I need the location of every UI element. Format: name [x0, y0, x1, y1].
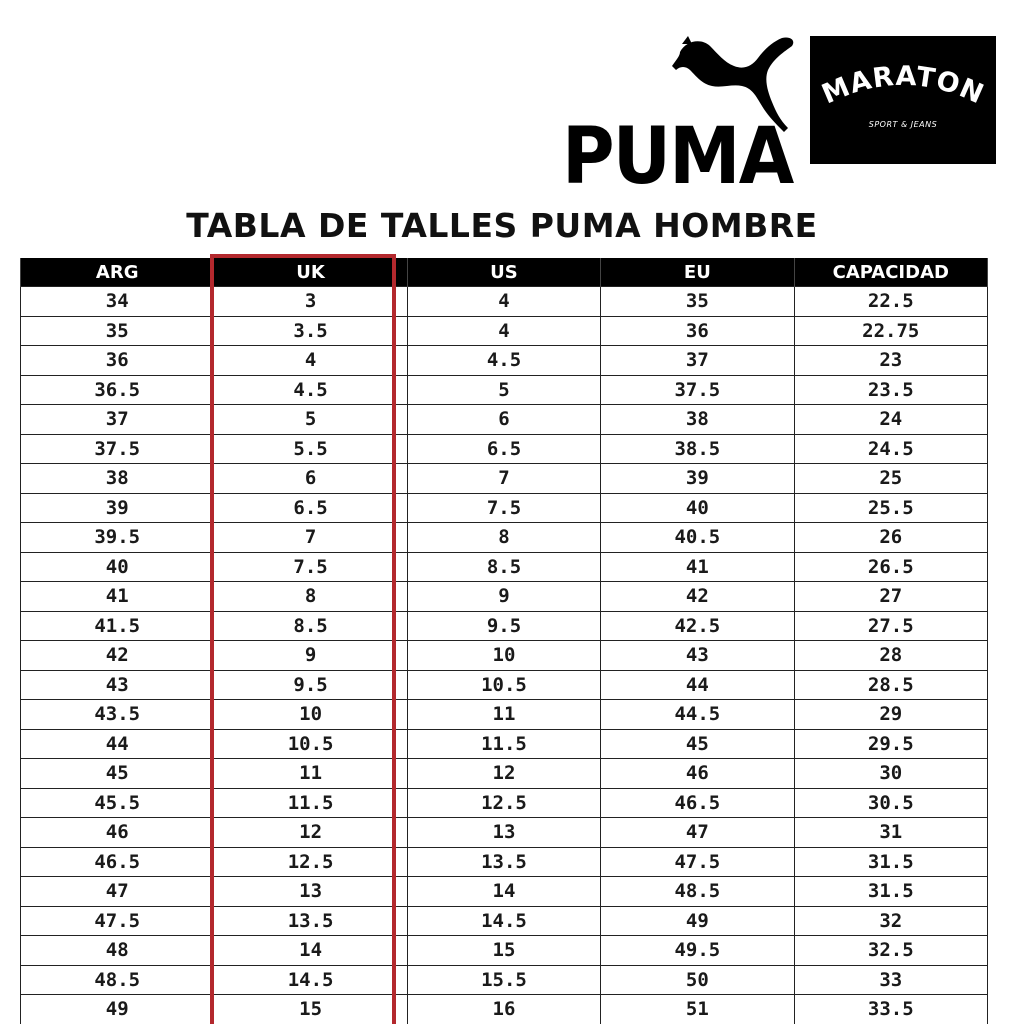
cell-us: 6 [407, 405, 600, 435]
maraton-name: MARATON [817, 60, 989, 111]
puma-logo [560, 36, 800, 202]
table-row [21, 700, 988, 730]
column-header-uk: UK [214, 258, 407, 287]
cell-uk: 11 [214, 759, 407, 789]
cell-uk: 13.5 [214, 906, 407, 936]
puma-wordmark: PUMA [562, 112, 793, 202]
cell-us: 16 [407, 995, 600, 1024]
cell-capacidad: 27 [794, 582, 987, 612]
cell-uk: 12.5 [214, 847, 407, 877]
cell-capacidad: 26.5 [794, 552, 987, 582]
cell-uk: 7 [214, 523, 407, 553]
cell-arg: 41 [21, 582, 214, 612]
table-row [21, 611, 988, 641]
cell-arg: 46 [21, 818, 214, 848]
cell-arg: 37 [21, 405, 214, 435]
cell-capacidad: 31 [794, 818, 987, 848]
table-row [21, 995, 988, 1024]
cell-arg: 43 [21, 670, 214, 700]
cell-capacidad: 28 [794, 641, 987, 671]
cell-capacidad: 33.5 [794, 995, 987, 1024]
cell-uk: 14.5 [214, 965, 407, 995]
cell-us: 7.5 [407, 493, 600, 523]
cell-uk: 9.5 [214, 670, 407, 700]
cell-capacidad: 31.5 [794, 847, 987, 877]
cell-uk: 3.5 [214, 316, 407, 346]
cell-uk: 4 [214, 346, 407, 376]
cell-uk: 15 [214, 995, 407, 1024]
column-header-arg: ARG [21, 258, 214, 287]
cell-eu: 48.5 [601, 877, 794, 907]
cell-capacidad: 33 [794, 965, 987, 995]
cell-us: 15.5 [407, 965, 600, 995]
cell-capacidad: 29 [794, 700, 987, 730]
cell-us: 6.5 [407, 434, 600, 464]
cell-arg: 35 [21, 316, 214, 346]
cell-us: 9.5 [407, 611, 600, 641]
cell-capacidad: 29.5 [794, 729, 987, 759]
table-row [21, 936, 988, 966]
cell-arg: 38 [21, 464, 214, 494]
table-row [21, 877, 988, 907]
table-row [21, 582, 988, 612]
cell-us: 11.5 [407, 729, 600, 759]
cell-capacidad: 31.5 [794, 877, 987, 907]
cell-uk: 8.5 [214, 611, 407, 641]
cell-eu: 35 [601, 287, 794, 317]
cell-arg: 42 [21, 641, 214, 671]
table-row [21, 552, 988, 582]
cell-arg: 39.5 [21, 523, 214, 553]
cell-us: 13.5 [407, 847, 600, 877]
table-row [21, 405, 988, 435]
cell-eu: 47.5 [601, 847, 794, 877]
cell-eu: 43 [601, 641, 794, 671]
cell-us: 13 [407, 818, 600, 848]
cell-us: 12.5 [407, 788, 600, 818]
cell-arg: 36.5 [21, 375, 214, 405]
cell-arg: 34 [21, 287, 214, 317]
cell-uk: 3 [214, 287, 407, 317]
cell-arg: 47 [21, 877, 214, 907]
table-row [21, 818, 988, 848]
table-row [21, 641, 988, 671]
maraton-logo [810, 36, 996, 164]
cell-uk: 8 [214, 582, 407, 612]
table-row [21, 729, 988, 759]
cell-eu: 51 [601, 995, 794, 1024]
cell-capacidad: 25.5 [794, 493, 987, 523]
page-title: TABLA DE TALLES PUMA HOMBRE [186, 206, 818, 245]
cell-eu: 40 [601, 493, 794, 523]
table-row [21, 670, 988, 700]
cell-eu: 45 [601, 729, 794, 759]
cell-uk: 10.5 [214, 729, 407, 759]
cell-us: 15 [407, 936, 600, 966]
cell-arg: 45.5 [21, 788, 214, 818]
table-row [21, 965, 988, 995]
cell-us: 7 [407, 464, 600, 494]
column-header-us: US [407, 258, 600, 287]
cell-eu: 38.5 [601, 434, 794, 464]
table-row [21, 287, 988, 317]
cell-arg: 41.5 [21, 611, 214, 641]
cell-arg: 37.5 [21, 434, 214, 464]
cell-capacidad: 23.5 [794, 375, 987, 405]
cell-capacidad: 24 [794, 405, 987, 435]
cell-eu: 42 [601, 582, 794, 612]
maraton-tagline: SPORT & JEANS [868, 120, 938, 129]
table-header-row [21, 258, 988, 287]
maraton-arc-text [810, 36, 996, 116]
cell-eu: 46 [601, 759, 794, 789]
table-body [21, 287, 988, 1024]
column-header-capacidad: CAPACIDAD [794, 258, 987, 287]
table-row [21, 316, 988, 346]
cell-arg: 36 [21, 346, 214, 376]
column-header-eu: EU [601, 258, 794, 287]
size-table [20, 258, 988, 1024]
cell-arg: 40 [21, 552, 214, 582]
cell-arg: 49 [21, 995, 214, 1024]
cell-uk: 9 [214, 641, 407, 671]
cell-us: 11 [407, 700, 600, 730]
table-row [21, 523, 988, 553]
cell-arg: 39 [21, 493, 214, 523]
cell-arg: 44 [21, 729, 214, 759]
cell-capacidad: 30.5 [794, 788, 987, 818]
cell-eu: 49.5 [601, 936, 794, 966]
cell-uk: 7.5 [214, 552, 407, 582]
table-row [21, 434, 988, 464]
table-row [21, 788, 988, 818]
cell-capacidad: 23 [794, 346, 987, 376]
cell-eu: 38 [601, 405, 794, 435]
cell-uk: 5.5 [214, 434, 407, 464]
cell-capacidad: 24.5 [794, 434, 987, 464]
cell-uk: 6.5 [214, 493, 407, 523]
cell-eu: 47 [601, 818, 794, 848]
cell-capacidad: 27.5 [794, 611, 987, 641]
cell-us: 5 [407, 375, 600, 405]
cell-uk: 6 [214, 464, 407, 494]
cell-us: 10 [407, 641, 600, 671]
cell-eu: 37.5 [601, 375, 794, 405]
cell-arg: 48 [21, 936, 214, 966]
cell-eu: 44 [601, 670, 794, 700]
table-row [21, 464, 988, 494]
cell-us: 14 [407, 877, 600, 907]
table-row [21, 493, 988, 523]
cell-us: 10.5 [407, 670, 600, 700]
table-row [21, 346, 988, 376]
cell-eu: 37 [601, 346, 794, 376]
cell-us: 12 [407, 759, 600, 789]
cell-us: 4.5 [407, 346, 600, 376]
cell-uk: 12 [214, 818, 407, 848]
cell-eu: 46.5 [601, 788, 794, 818]
cell-eu: 41 [601, 552, 794, 582]
cell-uk: 4.5 [214, 375, 407, 405]
table-row [21, 847, 988, 877]
cell-capacidad: 22.75 [794, 316, 987, 346]
cell-arg: 45 [21, 759, 214, 789]
cell-us: 8 [407, 523, 600, 553]
cell-capacidad: 28.5 [794, 670, 987, 700]
cell-eu: 44.5 [601, 700, 794, 730]
cell-us: 4 [407, 287, 600, 317]
cell-us: 9 [407, 582, 600, 612]
cell-capacidad: 32.5 [794, 936, 987, 966]
cell-uk: 11.5 [214, 788, 407, 818]
cell-arg: 48.5 [21, 965, 214, 995]
cell-uk: 5 [214, 405, 407, 435]
cell-arg: 47.5 [21, 906, 214, 936]
cell-uk: 10 [214, 700, 407, 730]
cell-eu: 49 [601, 906, 794, 936]
cell-us: 8.5 [407, 552, 600, 582]
table-row [21, 759, 988, 789]
cell-arg: 43.5 [21, 700, 214, 730]
cell-capacidad: 22.5 [794, 287, 987, 317]
cell-capacidad: 32 [794, 906, 987, 936]
cell-capacidad: 25 [794, 464, 987, 494]
cell-eu: 36 [601, 316, 794, 346]
cell-us: 14.5 [407, 906, 600, 936]
cell-arg: 46.5 [21, 847, 214, 877]
table-row [21, 906, 988, 936]
cell-eu: 42.5 [601, 611, 794, 641]
cell-uk: 14 [214, 936, 407, 966]
cell-eu: 50 [601, 965, 794, 995]
cell-us: 4 [407, 316, 600, 346]
cell-uk: 13 [214, 877, 407, 907]
cell-eu: 39 [601, 464, 794, 494]
svg-text:MARATON [817, 61, 988, 111]
cell-eu: 40.5 [601, 523, 794, 553]
cell-capacidad: 26 [794, 523, 987, 553]
cell-capacidad: 30 [794, 759, 987, 789]
table-row [21, 375, 988, 405]
